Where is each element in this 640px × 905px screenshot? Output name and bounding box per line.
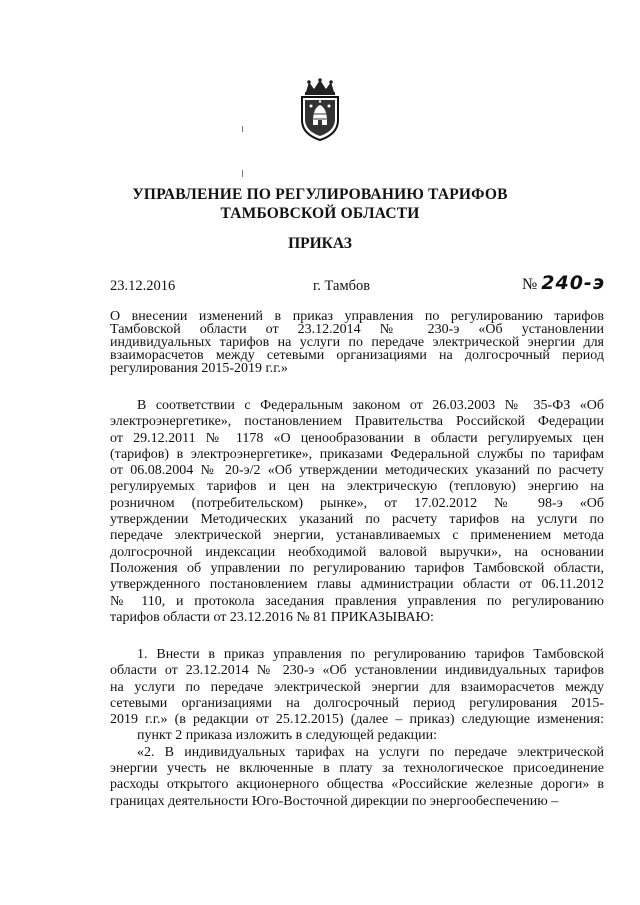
- order-subject: [110, 310, 604, 375]
- subject-line: взаиморасчетов между сетевыми организациями на долгосрочный период: [110, 348, 604, 363]
- order-city: г. Тамбов: [313, 278, 371, 294]
- paragraph-line: границах деятельности Юго-Восточной дирекции по энергообеспечению –: [110, 793, 559, 809]
- paragraph-line: энергии учесть не включенные в плату за технологическое присоединение: [110, 761, 604, 777]
- subject-line: индивидуальных тарифов на услуги по передаче электрической энергии для: [110, 335, 604, 350]
- paragraph-line: утверждении Методических указаний по расчету тарифов на услуги по: [110, 512, 604, 528]
- paragraph-line: 2019 г.г.» (в редакции от 25.12.2015) (далее – приказ) следующие изменения:: [110, 712, 604, 728]
- org-name-line-2: ТАМБОВСКОЙ ОБЛАСТИ: [220, 205, 420, 222]
- subject-line: регулирования 2015-2019 г.г.»: [110, 361, 288, 376]
- paragraph-line: расходы открытого акционерного общества «Российские железные дороги» в: [110, 777, 604, 793]
- paragraph-line: утвержденного постановлением главы администрации области от 06.11.2012: [110, 577, 604, 593]
- subject-line: Тамбовской области от 23.12.2014 № 230-э «Об установлении: [110, 322, 604, 337]
- paragraph-line: электроэнергетике», постановлением Правительства Российской Федерации: [110, 414, 604, 430]
- scan-artifact-mark: [242, 126, 243, 132]
- paragraph-line: Положения об управлении по регулированию тарифов Тамбовской области,: [110, 560, 604, 576]
- paragraph-line: 1. Внести в приказ управления по регулированию тарифов Тамбовской: [137, 647, 604, 662]
- paragraph-line: регулируемых тарифов и цен на электрическую (тепловую) энергию на: [110, 479, 604, 495]
- subject-line: О внесении изменений в приказ управления по регулированию тарифов: [110, 309, 604, 324]
- paragraph-line: передаче электрической энергии, устанавливаемых с применением метода: [110, 528, 604, 544]
- order-number: [522, 272, 605, 294]
- org-name-line-1: УПРАВЛЕНИЕ ПО РЕГУЛИРОВАНИЮ ТАРИФОВ: [132, 186, 508, 203]
- handwritten-number: 240-э: [541, 272, 606, 294]
- paragraph-line: долгосрочной индексации необходимой валовой выручки», на основании: [110, 544, 604, 560]
- paragraph-line: В соответствии с Федеральным законом от 26.03.2003 № 35-ФЗ «Об: [137, 398, 604, 413]
- paragraph-line: от 29.12.2011 № 1178 «О ценообразовании в области регулируемых цен: [110, 430, 604, 446]
- paragraph-line: тарифов области от 23.12.2016 № 81 ПРИКАЗЫВАЮ:: [110, 609, 434, 625]
- number-sign: №: [522, 276, 538, 293]
- paragraph-line: № 110, и протокола заседания правления управления по регулированию: [110, 593, 604, 609]
- scan-artifact-mark: [242, 170, 243, 177]
- paragraph-line: пункт 2 приказа изложить в следующей редакции:: [137, 728, 438, 744]
- preamble-paragraph: [110, 398, 604, 626]
- paragraph-line: от 06.08.2004 № 20-э/2 «Об утверждении методических указаний по расчету: [110, 463, 604, 479]
- paragraph-line: на услуги по передаче электрической энергии для взаиморасчетов между: [110, 679, 604, 695]
- paragraph-line: области от 23.12.2014 № 230-э «Об установлении индивидуальных тарифов: [110, 663, 604, 679]
- tambov-coat-of-arms-icon: [297, 78, 343, 142]
- clause-paragraph: [110, 647, 604, 810]
- order-date: 23.12.2016: [110, 278, 176, 294]
- paragraph-line: розничном (потребительском) рынке», от 17.02.2012 № 98-э «Об: [110, 495, 604, 511]
- paragraph-line: «2. В индивидуальных тарифах на услуги по передаче электрической: [137, 744, 604, 760]
- paragraph-line: (тарифов) в электроэнергетике», приказами Федеральной службы по тарифам: [110, 446, 604, 462]
- paragraph-line: сетевыми организациями на долгосрочный период регулирования 2015-: [110, 695, 604, 711]
- document-type-title: ПРИКАЗ: [288, 235, 352, 252]
